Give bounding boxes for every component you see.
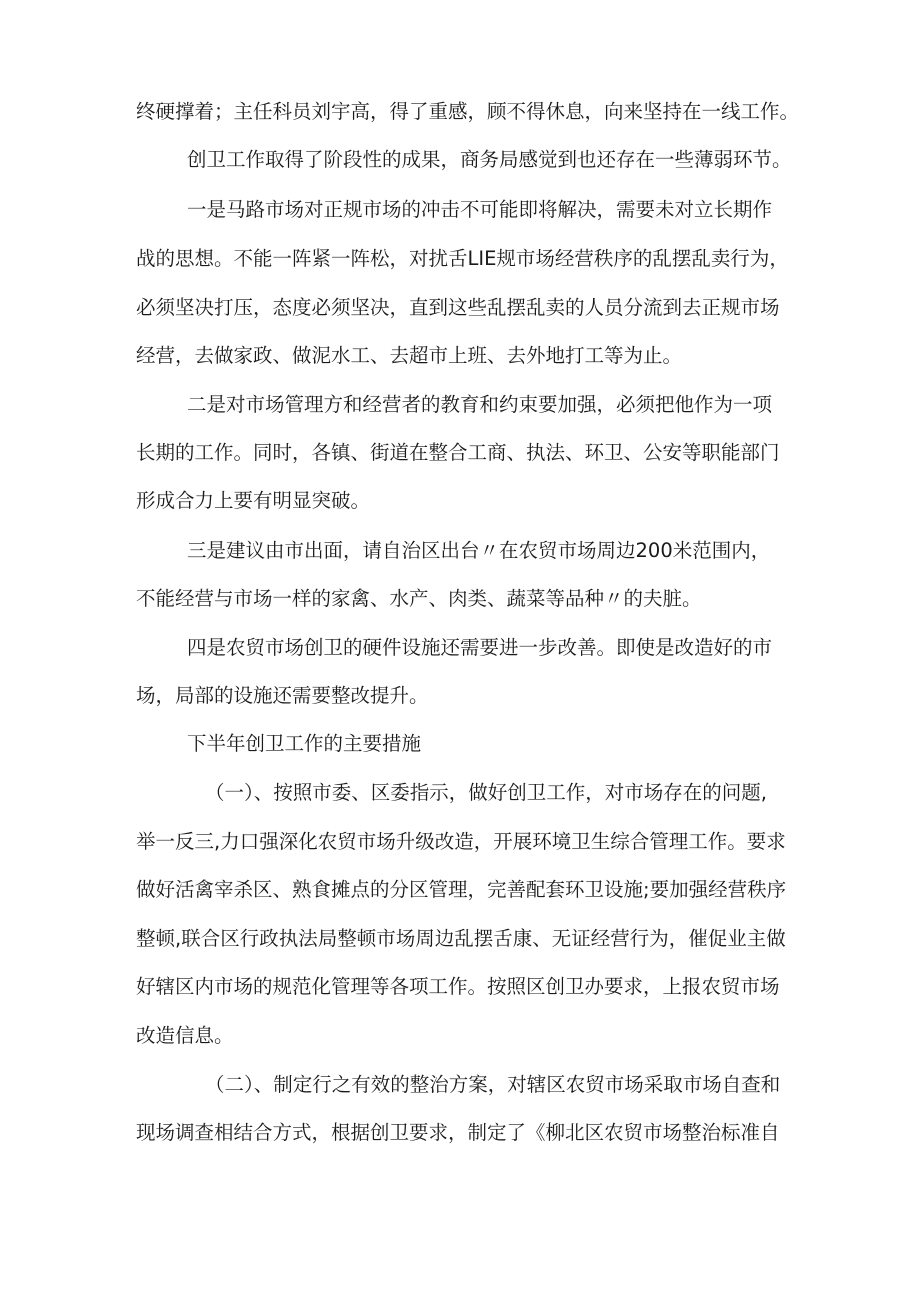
paragraph-start: 三是建议由市出面，请自治区出台〃在农贸市场周边200米范围内， <box>187 539 771 562</box>
text-line: 战的思想。不能一阵紧一阵松，对扰舌LIE规市场经营秩序的乱摆乱卖行为， <box>136 247 789 270</box>
text-line: 好辖区内市场的规范化管理等各项工作。按照区创卫办要求，上报农贸市场 <box>136 975 780 998</box>
text-line: 场，局部的设施还需要整改提升。 <box>136 684 429 707</box>
text-line: 终硬撑着；主任科员刘宇高，得了重感，顾不得休息，向来坚持在一线工作。 <box>136 100 800 123</box>
paragraph-start: 四是农贸市场创卫的硬件设施还需要进一步改善。即使是改造好的市 <box>187 636 773 659</box>
paragraph-start: （二）、制定行之有效的整治方案，对辖区农贸市场采取市场自查和 <box>205 1073 781 1096</box>
text-line: 必须坚决打压，态度必须坚决，直到这些乱摆乱卖的人员分流到去正规市场 <box>136 296 780 319</box>
text-line: 不能经营与市场一样的家禽、水产、肉类、蔬菜等品种〃的夫脏。 <box>136 587 702 610</box>
text-line: 现场调查相结合方式，根据创卫要求，制定了《柳北区农贸市场整治标准自 <box>136 1121 780 1144</box>
section-heading: 下半年创卫工作的主要措施 <box>187 732 422 755</box>
paragraph-start: （一）、按照市委、区委指示，做好创卫工作，对市场存在的问题, <box>205 781 767 804</box>
text-line: 举一反三,力口强深化农贸市场升级改造，开展环境卫生综合管理工作。要求 <box>136 830 786 853</box>
paragraph-start: 创卫工作取得了阶段性的成果，商务局感觉到也还存在一些薄弱环节。 <box>187 148 792 171</box>
text-line: 改造信息。 <box>136 1024 234 1047</box>
text-line: 形成合力上要有明显突破。 <box>136 489 371 512</box>
text-line: 整顿,联合区行政执法局整顿市场周边乱摆舌康、无证经营行为，催促业主做 <box>136 927 786 950</box>
paragraph-start: 一是马路市场对正规市场的冲击不可能即将解决，需要未对立长期作 <box>187 198 773 221</box>
paragraph-start: 二是对市场管理方和经营者的教育和约束要加强，必须把他作为一项 <box>187 393 773 416</box>
text-line: 做好活禽宰杀区、熟食摊点的分区管理，完善配套环卫设施;要加强经营秩序 <box>136 878 787 901</box>
text-line: 长期的工作。同时，各镇、街道在整合工商、执法、环卫、公安等职能部门 <box>136 441 780 464</box>
text-line: 经营，去做家政、做泥水工、去超市上班、去外地打工等为止。 <box>136 344 683 367</box>
